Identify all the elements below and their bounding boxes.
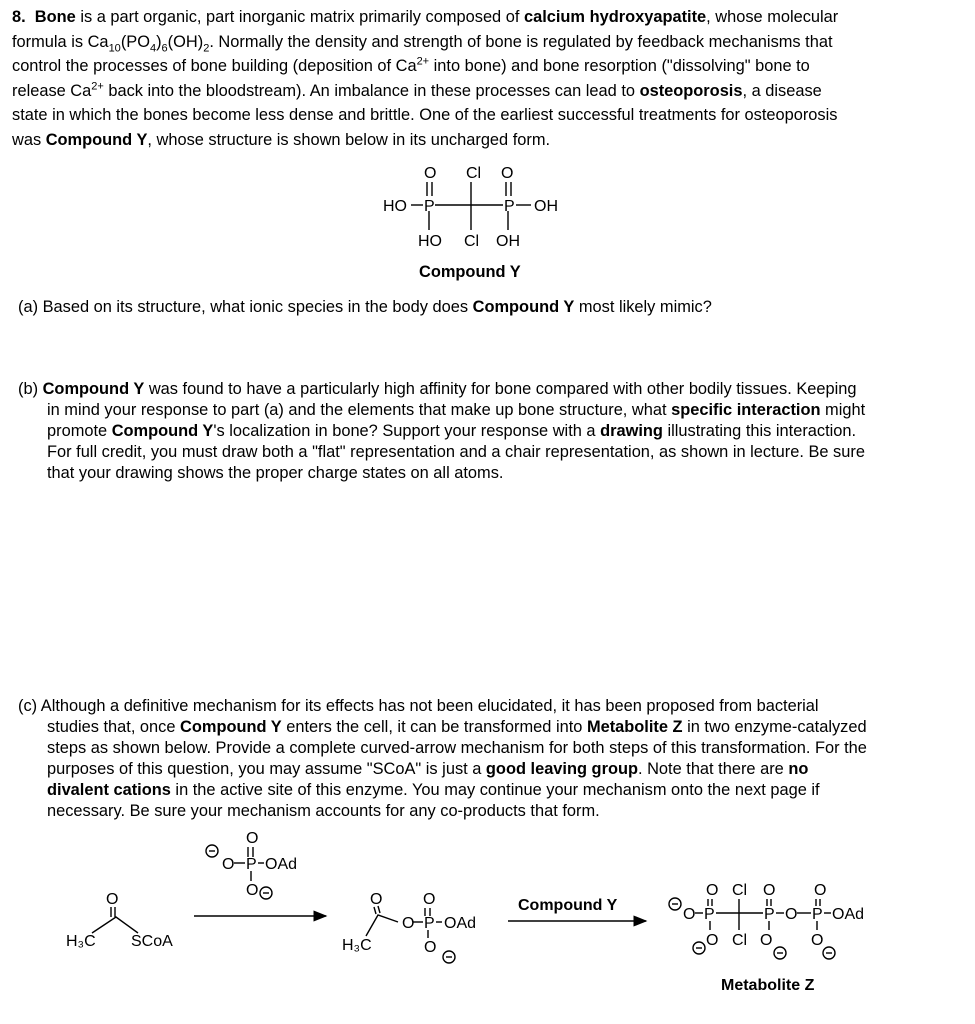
intro-line-1: 8. Bone is a part organic, part inorganic matrix primarily composed of calcium hydroxyapatite, whose molecular [12,8,839,26]
svg-text:O: O [423,891,436,908]
svg-text:O: O [785,906,798,923]
intro-line-2: formula is $Ca_{10}(PO_4)_6(OH)_2$. Normally the density and strength of bone is regulated by feedback mechanisms that [12,32,833,54]
atom-p: P [424,198,435,215]
atom-o: O [501,165,514,182]
svg-text:OAd: OAd [444,915,477,932]
atom-cl: Cl [464,233,480,250]
svg-text:O: O [370,891,383,908]
svg-text:P: P [704,906,715,923]
svg-text:P: P [246,856,257,873]
svg-text:O: O [246,830,259,847]
svg-text:O: O [246,882,259,899]
svg-text:OAd: OAd [832,906,865,923]
svg-text:H₃C: H₃C [342,937,372,954]
svg-text:O: O [222,856,235,873]
svg-text:O: O [683,906,696,923]
atom-ho: HO [383,198,407,215]
atom-oh: OH [496,233,520,250]
svg-text:O: O [811,932,824,949]
compound-y-bonds [411,182,531,230]
atom-cl: Cl [466,165,482,182]
compound-y-label: Compound Y [419,263,521,281]
atom-p: P [504,198,515,215]
svg-text:O: O [424,939,437,956]
intro-line-4: release $Ca^{2+}$ back into the bloodstream). An imbalance in these processes can lead to osteoporosis, a disease [12,80,822,100]
svg-text:P: P [764,906,775,923]
svg-text:O: O [706,932,719,949]
svg-text:H₃C: H₃C [66,933,96,950]
part-c: (c) Although a definitive mechanism for its effects has not been elucidated, it has been proposed from bacterial studies that, once Compound Y enters the cell, it can be transformed into Metabolite Z in two enzyme-catalyzed steps as shown below. Provide a complete curved-arrow mechanism for both steps of this transformation. For the purposes of this question, you may assume "SCoA" is just a good leaving group. Note that there are no divalent cations in the active site of this enzyme. You may continue your mechanism onto the next page if necessary. Be sure your mechanism accounts for any co-products that form. [18,697,867,820]
intro-line-6: was Compound Y, whose structure is shown below in its uncharged form. [12,130,551,149]
atom-ho: HO [418,233,442,250]
intro-line-5: state in which the bones become less dense and brittle. One of the earliest successful treatments for osteoporosis [12,106,838,124]
metabolite-z-label: Metabolite Z [721,977,815,994]
svg-text:Cl: Cl [732,882,748,899]
svg-text:SCoA: SCoA [131,933,173,950]
svg-text:P: P [424,915,435,932]
svg-text:O: O [402,915,415,932]
svg-text:OAd: OAd [265,856,298,873]
intro-line-3: control the processes of bone building (deposition of $Ca^{2+}$ into bone) and bone resorption ("dissolving" bone to [12,55,810,75]
atom-oh: OH [534,198,558,215]
question-intro [12,5,942,152]
svg-text:O: O [706,882,719,899]
svg-text:O: O [814,882,827,899]
svg-text:O: O [760,932,773,949]
part-a: (a) Based on its structure, what ionic species in the body does Compound Y most likely mimic? [18,298,712,316]
svg-text:O: O [106,891,119,908]
svg-text:P: P [812,906,823,923]
arrow2-label: Compound Y [518,897,618,914]
svg-text:O: O [763,882,776,899]
svg-text:Cl: Cl [732,932,748,949]
part-b: (b) Compound Y was found to have a particularly high affinity for bone compared with other bodily tissues. Keeping in mind your response to part (a) and the elements that make up bone structure, what specific interaction might promote Compound Y's localization in bone? Support your response with a drawing illustrating this interaction. For full credit, you must draw both a "flat" representation and a chair representation, as shown in lecture. Be sure that your drawing shows the proper charge states on all atoms. [18,380,866,482]
atom-o: O [424,165,437,182]
